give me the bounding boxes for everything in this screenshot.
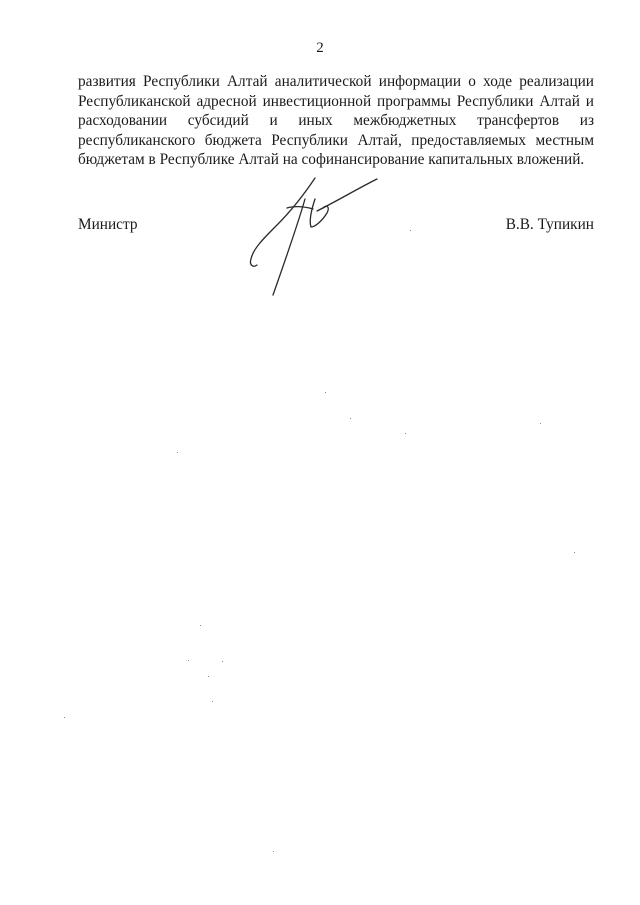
scan-speck [410,230,411,231]
paragraph-line: Республиканской адресной инвестиционной программы Республики Алтай и [78,92,594,110]
scan-speck [200,625,201,626]
paragraph-line: развития Республики Алтай аналитической информации о ходе реализации [78,73,594,90]
scan-speck [208,676,209,677]
scan-speck [188,660,189,661]
scan-speck [273,851,274,852]
signature-stroke [310,199,328,227]
paragraph-line: республиканского бюджета Республики Алтай, предоставляемых местным [78,131,594,149]
scan-speck [405,433,406,434]
scan-speck [177,452,178,453]
scan-speck [325,392,326,393]
signature-stroke [287,207,313,209]
page-number: 2 [316,40,324,56]
scan-speck [212,701,213,702]
handwritten-signature [245,175,385,300]
body-paragraph [78,72,594,170]
signature-stroke [273,199,305,295]
signature-stroke [250,178,315,266]
scan-speck [350,418,351,419]
scan-speck [574,552,575,553]
signatory-title: Министр [78,216,138,233]
paragraph-line: бюджетам в Республике Алтай на софинансирование капитальных вложений. [78,151,585,169]
scan-speck [222,661,223,662]
signatory-name: В.В. Тупикин [505,216,594,233]
paragraph-line: расходовании субсидий и иных межбюджетных трансфертов из [78,112,594,130]
scan-speck [64,717,65,718]
scan-speck [540,423,541,424]
signature-stroke [317,179,377,211]
